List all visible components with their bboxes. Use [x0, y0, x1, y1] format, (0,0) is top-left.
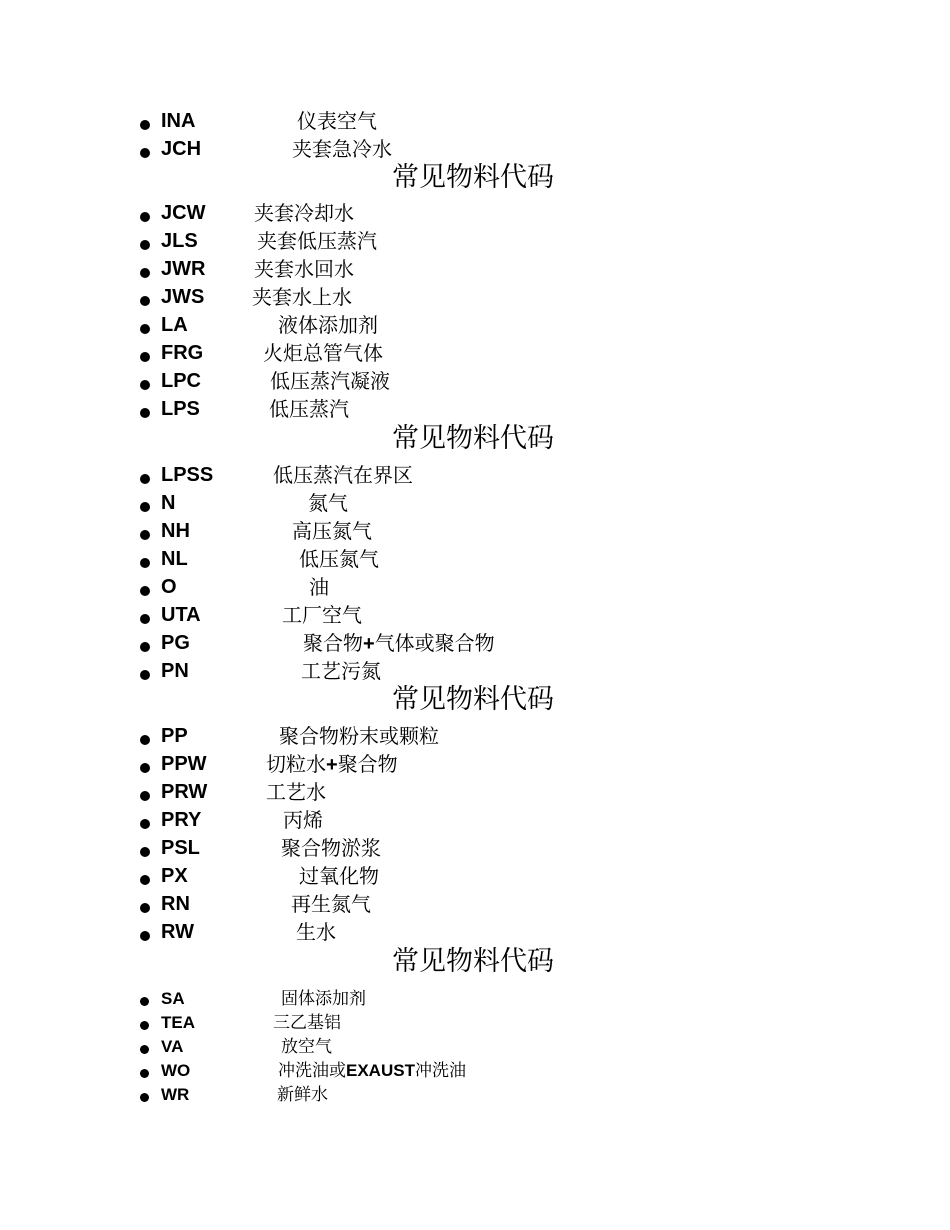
material-description: 切粒水+聚合物	[266, 752, 398, 776]
material-description: 工艺水	[266, 780, 326, 804]
material-code: VA	[161, 1037, 184, 1056]
material-code: LPC	[161, 370, 201, 392]
material-description: 低压氮气	[299, 547, 379, 571]
material-description: 工厂空气	[282, 603, 362, 627]
material-code: SA	[161, 989, 185, 1008]
list-item	[0, 200, 900, 228]
list-item	[0, 751, 900, 779]
list-item	[0, 891, 900, 919]
bullet-icon	[140, 997, 149, 1006]
material-description: 生水	[296, 920, 336, 944]
bullet-icon	[140, 1045, 149, 1054]
bullet-icon	[140, 670, 150, 680]
material-description: 仪表空气	[297, 109, 377, 133]
list-item	[0, 546, 900, 574]
material-code: NL	[161, 548, 188, 570]
bullet-icon	[140, 1093, 149, 1102]
material-code: LA	[161, 314, 188, 336]
bullet-icon	[140, 212, 150, 222]
bullet-icon	[140, 324, 150, 334]
document-page: INA 仪表空气 JCH 夹套急冷水 常见物料代码 JCW 夹套冷却水 JLS 夹套低压蒸汽 JWR 夹套水回水 JWS 夹套水上水 LA 液体添加剂 FRG 火炬总管气体 LPC 低压蒸汽凝液 LPS 低压蒸汽 常见物料代码 LPSS 低压蒸汽在界区 N 氮气 NH 高压氮气 NL 低压氮气 O 油 UTA 工厂空气 PG 聚合物+气体或聚合物 PN 工艺污氮 常见物料代码 PP 聚合物粉末或颗粒 PPW 切粒水+聚合物 PRW 工艺水 PRY 丙烯 PSL 聚合物淤浆 PX 过氧化物 RN 再生氮气 RW 生水 常见物料代码 SA 固体添加剂 TEA 三乙基铝 VA 放空气 WO 冲洗油或EXAUST冲洗油 WR 新鲜水	[0, 0, 950, 1230]
bullet-icon	[140, 614, 150, 624]
material-description: 放空气	[281, 1037, 332, 1057]
material-description: 工艺污氮	[301, 659, 381, 683]
material-code: TEA	[161, 1013, 195, 1032]
list-item	[0, 1060, 900, 1084]
list-item	[0, 340, 900, 368]
material-code: PP	[161, 725, 188, 747]
list-item	[0, 136, 900, 164]
bullet-icon	[140, 586, 150, 596]
material-description: 聚合物+气体或聚合物	[303, 631, 495, 655]
material-description: 冲洗油或EXAUST冲洗油	[278, 1061, 466, 1081]
bullet-icon	[140, 352, 150, 362]
material-code: JWR	[161, 258, 206, 280]
list-item	[0, 1084, 900, 1108]
list-item	[0, 658, 900, 686]
material-code: INA	[161, 110, 196, 132]
list-item	[0, 919, 900, 947]
material-code: WR	[161, 1085, 190, 1104]
bullet-icon	[140, 474, 150, 484]
list-item	[0, 490, 900, 518]
material-description: 过氧化物	[299, 864, 379, 888]
bullet-icon	[140, 763, 150, 773]
bullet-icon	[140, 903, 150, 913]
material-code: WO	[161, 1061, 191, 1080]
bullet-icon	[140, 240, 150, 250]
material-code: JLS	[161, 230, 198, 252]
bullet-icon	[140, 735, 150, 745]
material-code: NH	[161, 520, 190, 542]
list-item	[0, 396, 900, 424]
material-description: 低压蒸汽	[269, 397, 349, 421]
list-item	[0, 779, 900, 807]
material-code: PRY	[161, 809, 202, 831]
bullet-icon	[140, 296, 150, 306]
bullet-icon	[140, 847, 150, 857]
material-description: 新鲜水	[277, 1085, 328, 1105]
list-item	[0, 256, 900, 284]
material-description: 丙烯	[283, 808, 323, 832]
material-code: RN	[161, 893, 190, 915]
bullet-icon	[140, 1021, 149, 1030]
material-description: 再生氮气	[291, 892, 371, 916]
material-code: JCH	[161, 138, 202, 160]
material-description: 夹套冷却水	[254, 201, 354, 225]
material-code: JCW	[161, 202, 206, 224]
list-item	[0, 988, 900, 1012]
bullet-icon	[140, 931, 150, 941]
list-item	[0, 630, 900, 658]
material-description: 聚合物淤浆	[281, 836, 381, 860]
material-description: 油	[309, 575, 329, 599]
list-item	[0, 574, 900, 602]
material-description: 聚合物粉末或颗粒	[279, 724, 439, 748]
list-item	[0, 602, 900, 630]
bullet-icon	[140, 268, 150, 278]
list-item	[0, 462, 900, 490]
list-item	[0, 312, 900, 340]
bullet-icon	[140, 875, 150, 885]
bullet-icon	[140, 819, 150, 829]
bullet-icon	[140, 642, 150, 652]
material-code: JWS	[161, 286, 205, 308]
list-item	[0, 807, 900, 835]
material-description: 夹套低压蒸汽	[257, 229, 377, 253]
material-description: 氮气	[308, 491, 348, 515]
list-item	[0, 835, 900, 863]
list-item	[0, 518, 900, 546]
material-description: 低压蒸汽在界区	[273, 463, 413, 487]
material-code: PN	[161, 660, 189, 682]
bullet-icon	[140, 1069, 149, 1078]
bullet-icon	[140, 408, 150, 418]
bullet-icon	[140, 502, 150, 512]
material-description: 夹套水回水	[254, 257, 354, 281]
material-description: 夹套急冷水	[292, 137, 392, 161]
material-code: PRW	[161, 781, 208, 803]
list-item	[0, 1012, 900, 1036]
material-description: 固体添加剂	[281, 989, 366, 1009]
material-code: FRG	[161, 342, 204, 364]
material-description: 液体添加剂	[278, 313, 378, 337]
list-item	[0, 1036, 900, 1060]
list-item	[0, 723, 900, 751]
material-code: LPSS	[161, 464, 214, 486]
list-item	[0, 368, 900, 396]
list-item	[0, 108, 900, 136]
bullet-icon	[140, 148, 150, 158]
bullet-icon	[140, 558, 150, 568]
material-code: PX	[161, 865, 188, 887]
list-item	[0, 284, 900, 312]
material-description: 低压蒸汽凝液	[270, 369, 390, 393]
list-item	[0, 863, 900, 891]
material-code: UTA	[161, 604, 201, 626]
material-code: RW	[161, 921, 194, 943]
material-code: N	[161, 492, 176, 514]
material-code: PPW	[161, 753, 207, 775]
material-code: PSL	[161, 837, 200, 859]
material-code: PG	[161, 632, 190, 654]
material-description: 高压氮气	[292, 519, 372, 543]
bullet-icon	[140, 791, 150, 801]
material-description: 夹套水上水	[252, 285, 352, 309]
material-description: 三乙基铝	[273, 1013, 341, 1033]
material-description: 火炬总管气体	[263, 341, 383, 365]
material-code: O	[161, 576, 177, 598]
bullet-icon	[140, 120, 150, 130]
list-item	[0, 228, 900, 256]
bullet-icon	[140, 380, 150, 390]
bullet-icon	[140, 530, 150, 540]
material-code: LPS	[161, 398, 200, 420]
